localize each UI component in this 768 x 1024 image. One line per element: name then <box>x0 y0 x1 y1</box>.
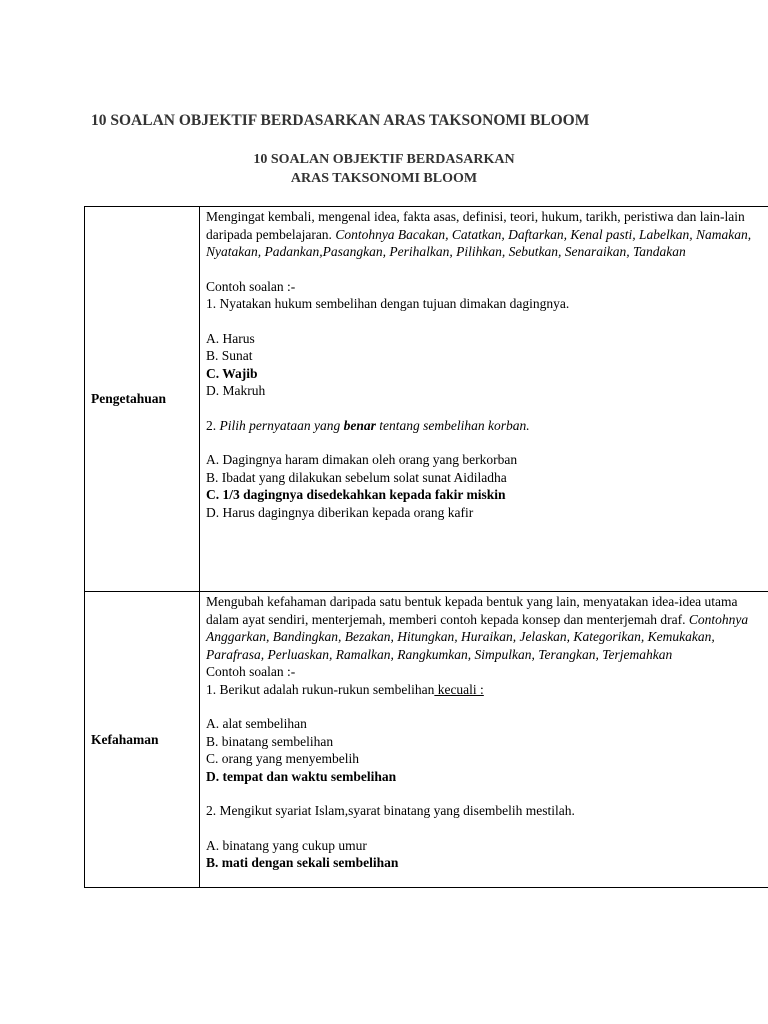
question-2: 2. Pilih pernyataan yang benar tentang sembelihan korban. <box>206 417 530 433</box>
subtitle-line-2: ARAS TAKSONOMI BLOOM <box>290 171 478 186</box>
question-2-option-d: D. Harus dagingnya diberikan kepada orang kafir <box>206 504 474 520</box>
question-1-option-a: A. Harus <box>206 330 255 346</box>
subtitle-line-1: 10 SOALAN OBJEKTIF BERDASARKAN <box>253 152 515 167</box>
question-2-option-a: A. binatang yang cukup umur <box>206 837 367 853</box>
question-2-option-a: A. Dagingnya haram dimakan oleh orang yang berkorban <box>206 452 518 467</box>
question-1-option-c: C. orang yang menyembelih <box>206 751 359 766</box>
description-examples: Contohnya Anggarkan, Bandingkan, Bezakan, Hitungkan, Huraikan, Jelaskan, Kategorikan, Kemukakan, Parafrasa, Perluaskan, Ramalkan, Rangkumkan, Simpulkan, Terangkan, Terjemahkan <box>206 611 749 662</box>
description-text: Mengingat kembali, mengenal idea, fakta asas, definisi, teori, hukum, tarikh, peristiwa dan lain-lain daripada pembelajaran. <box>206 209 745 242</box>
document-subtitle <box>0 150 768 188</box>
question-1-option-d-answer: D. tempat dan waktu sembelihan <box>206 768 397 784</box>
taxonomy-table <box>84 206 768 888</box>
question-1-option-c-answer: C. Wajib <box>206 365 258 381</box>
description-examples: Contohnya Bacakan, Catatkan, Daftarkan, Kenal pasti, Labelkan, Namakan, Nyatakan, Padankan,Pasangkan, Perihalkan, Pilihkan, Sebutkan, Senaraikan, Tandakan <box>206 226 752 259</box>
question-1: 1. Berikut adalah rukun-rukun sembelihan kecuali : <box>206 681 484 697</box>
question-2: 2. Mengikut syariat Islam,syarat binatang yang disembelih mestilah. <box>206 803 575 818</box>
row-content-kefahaman <box>200 592 768 888</box>
question-1-option-b: B. binatang sembelihan <box>206 733 334 749</box>
question-2-option-b-answer: B. mati dengan sekali sembelihan <box>206 855 399 870</box>
description-text: Mengubah kefahaman daripada satu bentuk kepada bentuk yang lain, menyatakan idea-idea utama dalam ayat sendiri, menterjemah, memberi contoh kepada konsep dan menterjemah draf. <box>206 594 738 627</box>
row-label-pengetahuan: Pengetahuan <box>85 207 200 592</box>
table-row-kefahaman <box>85 592 768 888</box>
document-title: 10 SOALAN OBJEKTIF BERDASARKAN ARAS TAKSONOMI BLOOM <box>91 112 590 129</box>
example-heading: Contoh soalan :- <box>206 278 296 294</box>
row-label-kefahaman: Kefahaman <box>85 592 200 888</box>
question-2-option-c-answer: C. 1/3 dagingnya disedekahkan kepada fakir miskin <box>206 487 506 502</box>
question-1: 1. Nyatakan hukum sembelihan dengan tujuan dimakan dagingnya. <box>206 296 570 311</box>
question-1-option-a: A. alat sembelihan <box>206 716 307 731</box>
level-description <box>206 208 765 261</box>
row-content-pengetahuan <box>200 207 768 592</box>
example-heading: Contoh soalan :- <box>206 664 296 679</box>
question-1-option-d: D. Makruh <box>206 383 266 398</box>
question-1-option-b: B. Sunat <box>206 348 253 363</box>
table-row-pengetahuan <box>85 207 768 592</box>
question-2-option-b: B. Ibadat yang dilakukan sebelum solat sunat Aidiladha <box>206 469 507 485</box>
level-description <box>206 593 765 663</box>
